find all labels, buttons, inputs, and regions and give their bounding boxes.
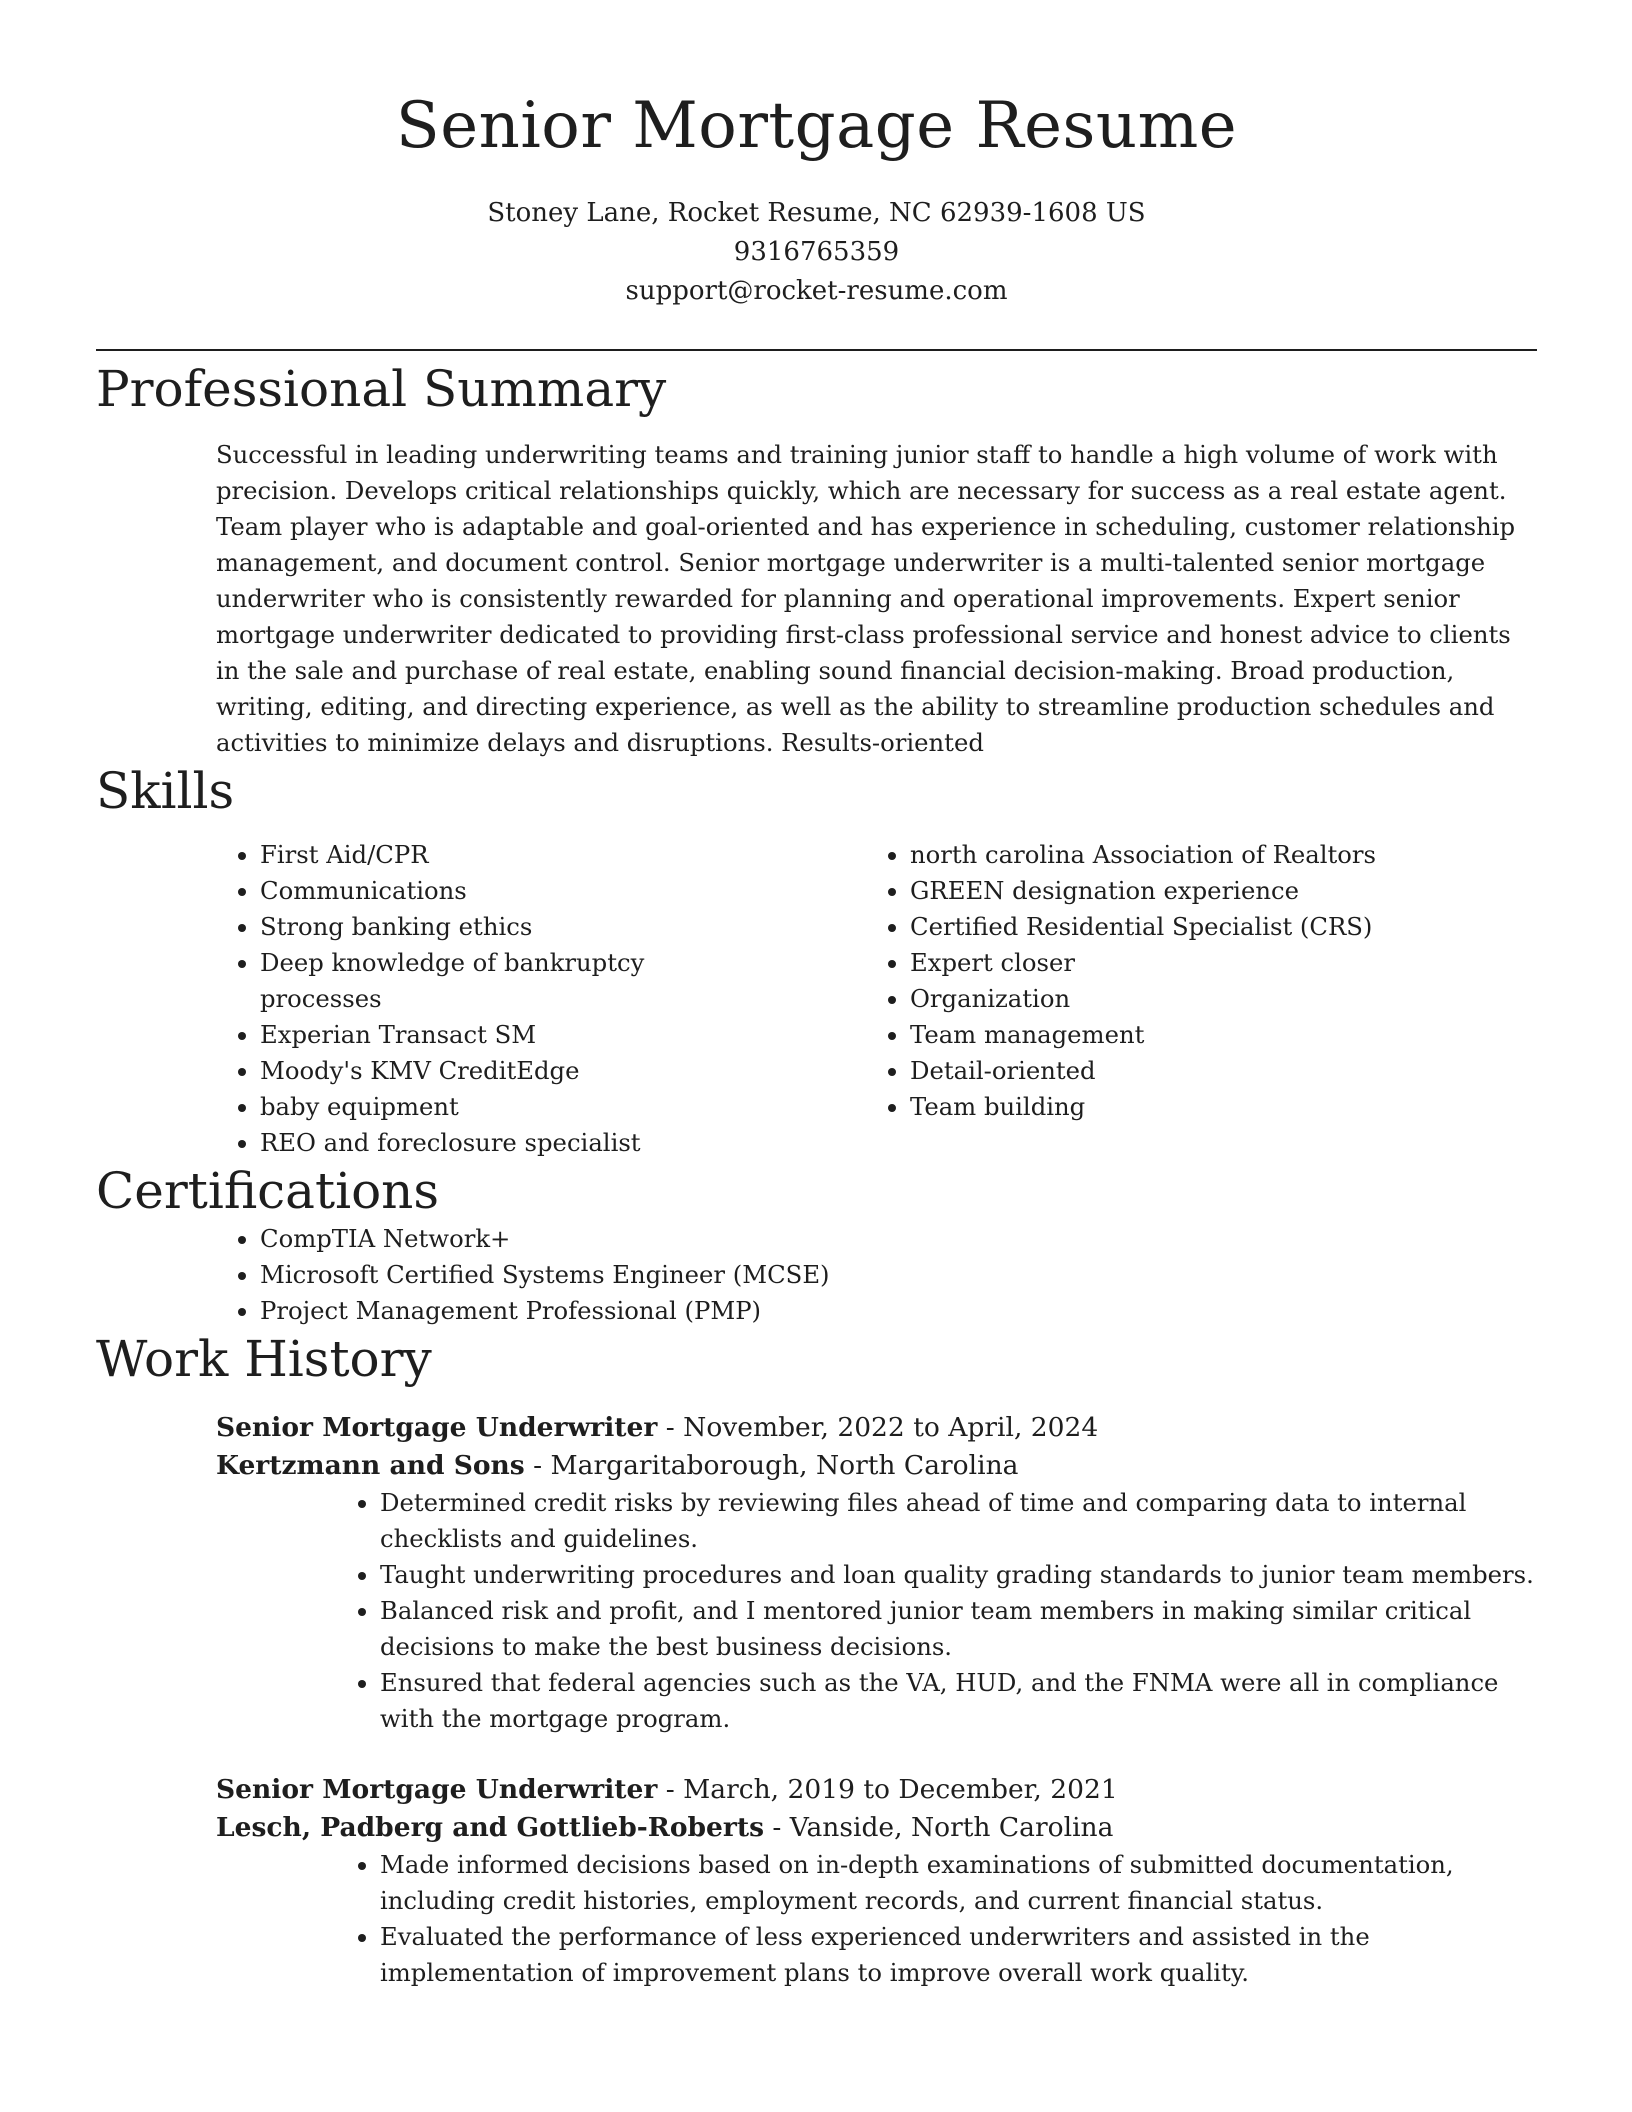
contact-address: Stoney Lane, Rocket Resume, NC 62939-1608 US [487, 198, 1146, 228]
contact-email: support@rocket-resume.com [625, 276, 1008, 306]
job-dates: - March, 2019 to December, 2021 [657, 1774, 1118, 1805]
job-entry [216, 1409, 1537, 1737]
job-role: Senior Mortgage Underwriter [216, 1774, 658, 1805]
contact-phone: 9316765359 [733, 237, 900, 267]
header-divider [96, 349, 1537, 351]
job-company: Lesch, Padberg and Gottlieb-Roberts [216, 1812, 764, 1843]
skill-item: • Moody's KMV CreditEdge [260, 1053, 746, 1089]
skill-item: • Communications [260, 873, 746, 909]
contact-info [96, 194, 1537, 311]
certifications-list [96, 1221, 1537, 1329]
job-company-line [216, 1447, 1537, 1485]
skill-item: • Detail-oriented [910, 1053, 1376, 1089]
job-bullet: • Ensured that federal agencies such as the VA, HUD, and the FNMA were all in compliance with the mortgage program. [380, 1665, 1537, 1737]
skill-item: • Certified Residential Specialist (CRS) [910, 909, 1376, 945]
job-bullet: • Determined credit risks by reviewing files ahead of time and comparing data to internal checklists and guidelines. [380, 1485, 1537, 1557]
skill-item: • Deep knowledge of bankruptcy processes [260, 945, 746, 1017]
skill-item: • north carolina Association of Realtors [910, 837, 1376, 873]
job-location: - Margaritaborough, North Carolina [524, 1450, 1019, 1481]
skill-item: • REO and foreclosure specialist [260, 1125, 746, 1161]
skill-item: • GREEN designation experience [910, 873, 1376, 909]
summary-heading: Professional Summary [96, 360, 667, 418]
job-company-line [216, 1809, 1537, 1847]
certifications-heading: Certifications [96, 1162, 440, 1220]
job-bullet: • Taught underwriting procedures and loan quality grading standards to junior team members. [380, 1557, 1537, 1593]
skill-item: • Experian Transact SM [260, 1017, 746, 1053]
skill-item: • Organization [910, 981, 1376, 1017]
skill-item: • Expert closer [910, 945, 1376, 981]
job-entry [216, 1771, 1537, 1991]
certification-item: • Project Management Professional (PMP) [260, 1293, 1537, 1329]
skill-item: • First Aid/CPR [260, 837, 746, 873]
job-bullet: • Balanced risk and profit, and I mentored junior team members in making similar critical decisions to make the best business decisions. [380, 1593, 1537, 1665]
summary-text: Successful in leading underwriting teams and training junior staff to handle a high volume of work with precision. Develops critical relationships quickly, which are necessary for success as a real estate agent. Team player who is adaptable and goal-oriented and has experience in scheduling, customer relationship management, and document control. Senior mortgage underwriter is a multi-talented senior mortgage underwriter who is consistently rewarded for planning and operational improvements. Expert senior mortgage underwriter dedicated to providing first-class professional service and honest advice to clients in the sale and purchase of real estate, enabling sound financial decision-making. Broad production, writing, editing, and directing experience, as well as the ability to streamline production schedules and activities to minimize delays and disruptions. Results-oriented [216, 440, 1516, 757]
work-history-heading: Work History [96, 1330, 432, 1388]
job-location: - Vanside, North Carolina [764, 1812, 1114, 1843]
job-bullets [216, 1847, 1537, 1991]
job-bullet: • Evaluated the performance of less experienced underwriters and assisted in the implementation of improvement plans to improve overall work quality. [380, 1919, 1537, 1991]
resume-header [96, 86, 1537, 311]
resume-page [96, 0, 1537, 1991]
job-title-line [216, 1409, 1537, 1447]
skills-columns [96, 837, 1537, 1161]
skill-item: • Team building [910, 1089, 1376, 1125]
job-bullets [216, 1485, 1537, 1737]
job-company: Kertzmann and Sons [216, 1450, 525, 1481]
resume-title: Senior Mortgage Resume [395, 89, 1238, 163]
job-title-line [216, 1771, 1537, 1809]
skill-item: • Team management [910, 1017, 1376, 1053]
skills-list-left [96, 837, 746, 1161]
job-role: Senior Mortgage Underwriter [216, 1412, 658, 1443]
job-dates: - November, 2022 to April, 2024 [657, 1412, 1099, 1443]
certification-item: • CompTIA Network+ [260, 1221, 1537, 1257]
skill-item: • baby equipment [260, 1089, 746, 1125]
skills-heading: Skills [96, 762, 235, 820]
certification-item: • Microsoft Certified Systems Engineer (MCSE) [260, 1257, 1537, 1293]
skills-list-right [746, 837, 1376, 1161]
skill-item: • Strong banking ethics [260, 909, 746, 945]
job-bullet: • Made informed decisions based on in-depth examinations of submitted documentation, including credit histories, employment records, and current financial status. [380, 1847, 1537, 1919]
